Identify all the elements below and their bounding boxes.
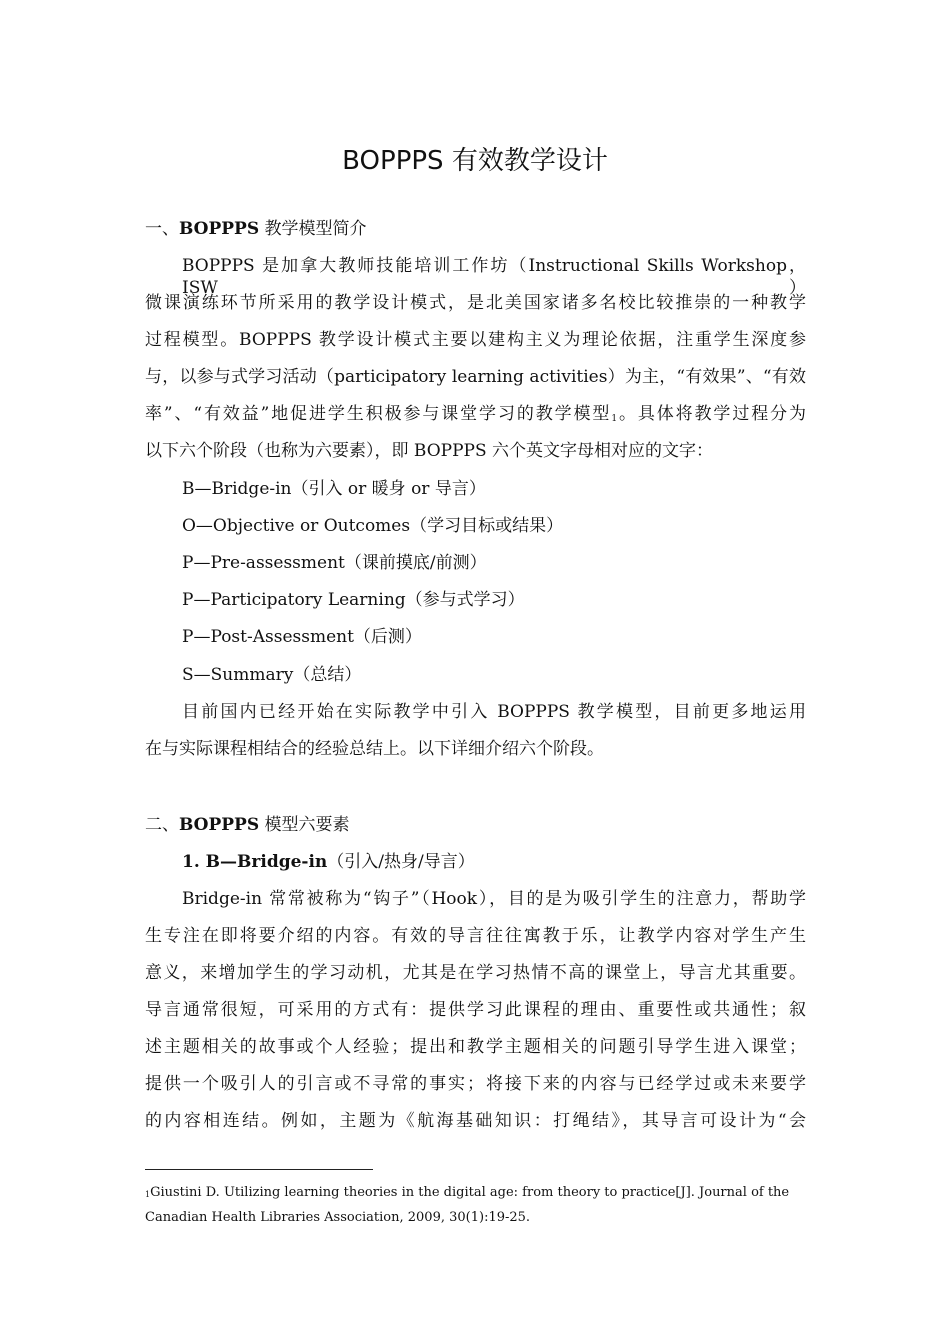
intro-line-5: [145, 403, 806, 428]
bridge-line-7: 的内容相连结。例如，主题为《航海基础知识：打绳结》，其导言可设计为“会: [145, 1111, 806, 1131]
intro-line-5-after: 。具体将教学过程分为: [617, 404, 807, 424]
section-prefix: 二、: [145, 815, 179, 835]
footnote-line-2: Canadian Health Libraries Association, 2009, 30(1):19-25.: [145, 1210, 531, 1225]
footnote-text-1: Giustini D. Utilizing learning theories in the digital age: from theory to practice[J]. Journal of the: [150, 1185, 790, 1200]
bridge-line-4: 导言通常很短，可采用的方式有：提供学习此课程的理由、重要性或共通性；叙: [145, 1000, 806, 1020]
stage-item: P—Post-Assessment（后测）: [182, 627, 422, 647]
stage-item: P—Participatory Learning（参与式学习）: [182, 590, 525, 610]
intro-line-5-text: 率”、“有效益”地促进学生积极参与课堂学习的教学模型: [145, 404, 612, 424]
stage-item: S—Summary（总结）: [182, 665, 362, 685]
bridge-line-1: Bridge-in 常常被称为“钩子”（Hook），目的是为吸引学生的注意力，帮助学: [182, 889, 806, 909]
page-title: BOPPPS 有效教学设计: [342, 146, 608, 176]
intro-line-1: BOPPPS 是加拿大教师技能培训工作坊（Instructional Skills Workshop，ISW）: [182, 256, 806, 298]
footnote-ref: 1: [611, 414, 618, 424]
bridge-line-3: 意义，来增加学生的学习动机，尤其是在学习热情不高的课堂上，导言尤其重要。: [145, 963, 806, 983]
bridge-line-2: 生专注在即将要介绍的内容。有效的导言往往寓教于乐，让教学内容对学生产生: [145, 926, 806, 946]
footnote-line-1: [145, 1185, 789, 1202]
domestic-line-2: 在与实际课程相结合的经验总结上。以下详细介绍六个阶段。: [145, 739, 604, 759]
stage-item: B—Bridge-in（引入 or 暖身 or 导言）: [182, 479, 486, 499]
section-bold: BOPPPS: [179, 815, 260, 835]
intro-line-3: 过程模型。BOPPPS 教学设计模式主要以建构主义为理论依据，注重学生深度参: [145, 330, 806, 350]
bridge-line-6: 提供一个吸引人的引言或不寻常的事实；将接下来的内容与已经学过或未来要学: [145, 1074, 806, 1094]
section-rest: 模型六要素: [259, 815, 350, 835]
stage-item: P—Pre-assessment（课前摸底/前测）: [182, 553, 487, 573]
footnote-divider: [145, 1169, 373, 1170]
domestic-line-1: 目前国内已经开始在实际教学中引入 BOPPPS 教学模型，目前更多地运用: [182, 702, 806, 722]
subsection-bold: 1. B—Bridge-in: [182, 852, 328, 872]
section-prefix: 一、: [145, 219, 179, 239]
subsection-rest: （引入/热身/导言）: [327, 852, 475, 872]
section-rest: 教学模型简介: [259, 219, 367, 239]
subsection-heading-1: [182, 851, 475, 873]
section-heading-1: [145, 218, 367, 240]
stage-item: O—Objective or Outcomes（学习目标或结果）: [182, 516, 564, 536]
footnote-mark: 1: [145, 1190, 151, 1199]
bridge-line-5: 述主题相关的故事或个人经验；提出和教学主题相关的问题引导学生进入课堂；: [145, 1037, 806, 1057]
intro-line-6: 以下六个阶段（也称为六要素），即 BOPPPS 六个英文字母相对应的文字：: [145, 441, 714, 461]
section-bold: BOPPPS: [179, 219, 260, 239]
intro-line-4: 与，以参与式学习活动（participatory learning activities）为主，“有效果”、“有效: [145, 367, 806, 387]
section-heading-2: [145, 814, 350, 836]
intro-line-2: 微课演练环节所采用的教学设计模式，是北美国家诸多名校比较推崇的一种教学: [145, 293, 806, 313]
